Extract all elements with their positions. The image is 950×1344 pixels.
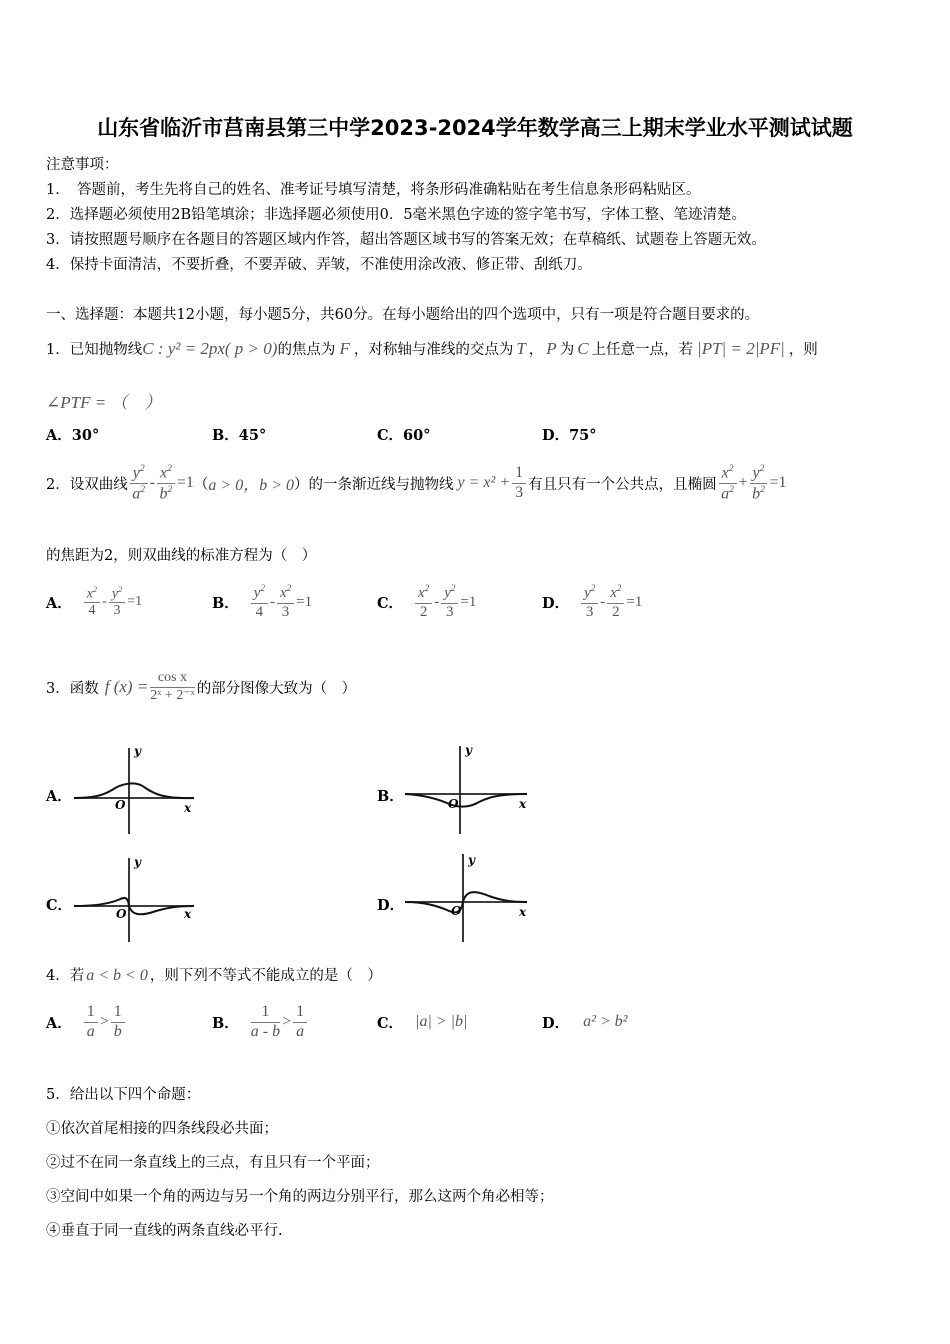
q3-pre: 3．函数 [46,680,99,697]
q2-fraction: $\frac{1}{3}$ [512,464,526,502]
q4-pre: 4．若 [46,968,85,984]
q3-option-c[interactable]: C． [46,897,73,914]
option-formula: |a| > |b| [415,1013,468,1030]
section-heading: 一、选择题：本题共12小题，每小题5分，共60分。在每小题给出的四个选项中，只有一项是符合题目要求的。 [46,307,760,323]
q3-graph-c [72,852,202,944]
q1-option-a[interactable] [46,424,99,445]
q2-line2: 的焦距为2，则双曲线的标准方程为（ ） [46,548,317,564]
q1-point-p: P [546,339,557,358]
q5-proposition: ①依次首尾相接的四条线段必共面； [46,1121,278,1137]
q2-option-b[interactable] [212,580,312,624]
q3-graph-b [403,742,533,836]
notice-item: 3．请按照题号顺序在各题目的答题区域内作答，超出答题区域书写的答案无效；在草稿纸、试题卷上答题无效。 [46,232,766,248]
q1-focus: F [339,339,350,358]
notice-item: 1． 答题前，考生先将自己的姓名、准考证号填写清楚，将条形码准确粘贴在考生信息条形码粘贴区。 [46,182,701,198]
option-label: B． [212,427,239,444]
q3-numerator: cos x [150,670,194,687]
notice-item: 2．选择题必须使用2B铅笔填涂；非选择题必须使用0．5毫米黑色字迹的签字笔书写，字体工整、笔迹清楚。 [46,207,747,223]
q3-text: 的部分图像大致为（ ） [196,680,357,697]
q1-curve-c: C [577,339,589,358]
q3-option-a[interactable]: A． [46,788,72,805]
q3-option-d[interactable]: D． [377,897,405,914]
axis-y-label: y [465,743,472,757]
option-text: 30° [71,427,100,444]
q1-text: 的焦点为 [277,342,336,358]
q4-condition: a < b < 0 [86,967,148,984]
option-formula: $\frac{1}{a - b}$ > $\frac{1}{a}$ [249,1003,309,1041]
question-2 [46,458,786,508]
q2-option-d[interactable] [542,580,642,624]
q4-option-b[interactable] [212,998,309,1046]
q1-text: ，对称轴与准线的交点为 [353,342,514,358]
q2-parabola: y = x² + [457,474,511,491]
option-label: C． [377,427,404,444]
option-label: B． [212,594,239,612]
option-formula: $\frac{1}{a}$ > $\frac{1}{b}$ [82,1003,127,1041]
axis-x-label: x [184,907,192,921]
q2-text: ）的一条渐近线与抛物线 [294,476,454,493]
q3-graph-d [403,852,533,944]
q3-function: f (x) = [104,677,149,696]
q2-option-c[interactable] [377,580,476,624]
question-1 [46,338,818,359]
q5-proposition: ③空间中如果一个角的两边与另一个角的两边分别平行，那么这两个角必相等； [46,1189,554,1205]
q2-text: （ [193,476,209,493]
q4-option-c[interactable] [377,998,467,1046]
q3-option-b[interactable]: B． [377,788,404,805]
axis-x-label: x [519,905,527,919]
q1-point-t: T [516,339,526,358]
q1-text: ， [528,342,544,358]
q1-text: 上任意一点，若 [591,342,694,358]
q1-pre: 1．已知抛物线 [46,342,143,358]
axis-x-label: x [519,797,527,811]
option-formula: $\frac{y^2}{3}$ - $\frac{x^2}{2}$ =1 [579,583,642,621]
q3-fraction [150,670,194,703]
option-label: D． [542,1014,570,1032]
q4-option-a[interactable] [46,998,127,1046]
question-5: 5．给出以下四个命题： [46,1087,201,1103]
option-label: B． [212,1014,239,1032]
q1-option-c[interactable] [377,424,430,445]
origin-label: O [115,798,126,812]
axis-x-label: x [184,801,192,815]
option-label: A． [46,1014,72,1032]
notice-item: 4．保持卡面清洁，不要折叠，不要弄破、弄皱，不准使用涂改液、修正带、刮纸刀。 [46,257,592,273]
q1-condition: |PT| = 2|PF| [697,339,785,358]
question-3 [46,666,356,708]
q1-text: 为 [559,342,575,358]
q1-ask: ∠PTF = （ ） [46,393,162,412]
option-text: 45° [238,427,267,444]
option-label: D． [542,427,570,444]
option-label: A． [46,427,72,444]
origin-label: O [451,904,462,918]
q5-proposition: ④垂直于同一直线的两条直线必平行. [46,1223,283,1239]
q1-parabola-expr: C : y² = 2px( p > 0) [142,339,278,358]
option-label: D． [542,594,570,612]
option-formula: $\frac{x^2}{2}$ - $\frac{y^2}{3}$ =1 [413,583,476,621]
option-formula: $\frac{y^2}{4}$ - $\frac{x^2}{3}$ =1 [249,583,312,621]
page-title: 山东省临沂市莒南县第三中学2023-2024学年数学高三上期末学业水平测试试题 [97,116,853,140]
q2-text: 有且只有一个公共点，且椭圆 [528,476,717,493]
q5-proposition: ②过不在同一条直线上的三点，有且只有一个平面； [46,1155,380,1171]
q4-option-d[interactable] [542,998,627,1046]
q2-ellipse: $\frac{x^2}{a^2}$ + $\frac{y^2}{b^2}$ =1 [717,463,787,503]
q2-option-a[interactable] [46,580,142,624]
q3-denominator: 2ˣ + 2⁻ˣ [150,687,195,703]
axis-y-label: y [134,744,141,758]
notice-heading: 注意事项： [46,157,119,173]
q1-text: ，则 [788,342,818,358]
axis-y-label: y [134,855,141,869]
option-text: 75° [569,427,597,444]
origin-label: O [448,797,459,811]
option-label: C． [377,1014,404,1032]
q2-condition: a > 0，b > 0 [208,476,295,494]
q1-option-b[interactable] [212,424,266,445]
q1-option-d[interactable] [542,424,597,445]
option-formula: a² > b² [583,1013,628,1030]
option-label: C． [377,594,404,612]
option-label: A． [46,594,72,612]
question-4 [46,964,382,985]
q4-text: ，则下列不等式不能成立的是（ ） [149,968,382,984]
q2-pre: 2．设双曲线 [46,476,128,493]
axis-y-label: y [468,853,475,867]
option-formula: $\frac{x^2}{4}$ - $\frac{y^2}{3}$ =1 [82,585,142,620]
q3-graph-a [72,742,202,836]
origin-label: O [116,907,127,921]
option-text: 60° [403,427,431,444]
q2-hyperbola: $\frac{y^2}{a^2}$ - $\frac{x^2}{b^2}$ =1 [128,463,194,503]
